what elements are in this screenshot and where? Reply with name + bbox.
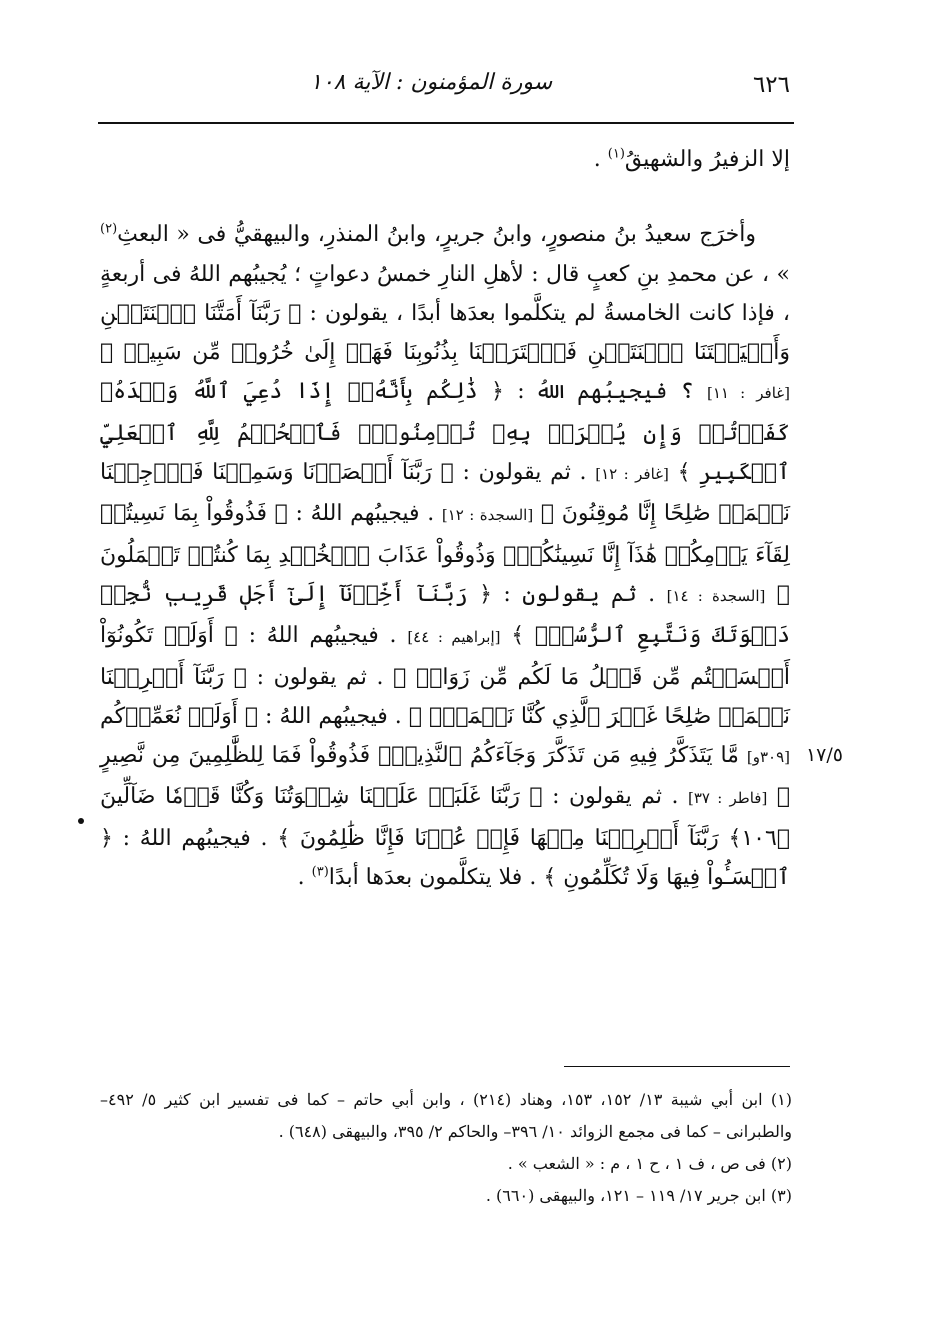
text-run: . فلا يتكلَّمون بعدَها أبدًا bbox=[328, 865, 544, 891]
footnote-marker-2: (٢) bbox=[100, 221, 118, 237]
quran-verse: ﴿ رَبَّنَآ أَمَتَّنَا ٱثۡنَتَيۡنِ وَأَحۡيَيۡتَنَا ٱثۡنَتَيۡنِ فَٱعۡتَرَفۡنَا بِذُنُوبِنَا فَهَلۡ إِلَىٰ خُرُوجٖ مِّن سَبِيلٖ ﴾ bbox=[100, 300, 790, 366]
text-run: . bbox=[297, 865, 312, 891]
quran-verse: ﴿ رَبَّنَا غَلَبَتۡ عَلَيۡنَا شِقۡوَتُنَا وَكُنَّا قَوۡمٗا ضَآلِّينَ ﴿١٠٦﴾ رَبَّنَآ أَخۡرِجۡنَا مِنۡهَا فَإِنۡ عُدۡنَا فَإِنَّا ظَٰلِمُونَ ﴾ bbox=[100, 784, 791, 851]
main-text bbox=[100, 140, 790, 897]
text-run: . ثم يقولون : bbox=[491, 581, 667, 607]
opening-line-text: إلا الزفيرُ والشهيقُ bbox=[624, 147, 790, 172]
quran-verse: ﴿ ذَٰلِكُم بِأَنَّهُۥٓ إِذَا دُعِيَ ٱللَّهُ وَحۡدَهُۥ كَفَرۡتُمۡ وَإِن يُشۡرَكۡ بِهِۦ تُؤۡمِنُواْۚ فَٱلۡحُكۡمُ لِلَّهِ ٱلۡعَلِيِّ ٱلۡكَبِيرِ ﴾ bbox=[100, 379, 790, 486]
footnotes bbox=[100, 1084, 792, 1212]
opening-line-end: . bbox=[593, 147, 601, 172]
verse-reference: [السجدة : ١٢] bbox=[441, 506, 534, 525]
quran-verse: ﴿ رَبَّنَآ أَبۡصَرۡنَا وَسَمِعۡنَا فَٱرۡجِعۡنَا نَعۡمَلۡ صَٰلِحًا إِنَّا مُوقِنُونَ ﴾ bbox=[100, 460, 791, 527]
text-run: . فيجيبُهم اللهُ : bbox=[258, 703, 409, 729]
footnote-2: (٢) فى ص ، ف ١ ، ح ١ ، م : « الشعب » . bbox=[507, 1154, 792, 1173]
verse-reference: [غافر : ١١] bbox=[706, 384, 790, 403]
page-header bbox=[100, 70, 790, 110]
text-run: . ثم يقولون : bbox=[246, 664, 394, 690]
text-run: . فيجيبُهم اللهُ : bbox=[112, 825, 278, 851]
footnote-marker-1: (١) bbox=[607, 146, 625, 162]
text-run: » ، عن محمدِ بنِ كعبٍ قال : لأهلِ النارِ خمسُ دعواتٍ ؛ يُجيبُهم اللهُ فى أربعةٍ ، فإذا كانت الخامسةُ لم يتكلَّموا بعدَها أبدًا ، يقولون : bbox=[100, 261, 790, 326]
margin-volume-page-note: ١٧/٥ bbox=[805, 744, 843, 766]
verse-reference: [السجدة : ١٤] bbox=[666, 586, 766, 605]
quran-verse: ﴿ فَذُوقُواْ بِمَا نَسِيتُمۡ لِقَآءَ يَوۡمِكُمۡ هَٰذَآ إِنَّا نَسِينَٰكُمۡۖ وَذُوقُواْ عَذَابَ ٱلۡخُلۡدِ بِمَا كُنتُمۡ تَعۡمَلُونَ ﴾ bbox=[100, 501, 790, 607]
manuscript-folio-reference: [٣٠٩و] bbox=[746, 748, 790, 767]
text-run: . ثم يقولون : bbox=[453, 460, 596, 486]
quran-verse: ﴿ ٱخۡسَـُٔواْ فِيهَا وَلَا تُكَلِّمُونِ ﴾ bbox=[100, 825, 790, 891]
running-title: سورة المؤمنون : الآية ١٠٨ bbox=[310, 70, 553, 95]
footnote-1: (١) ابن أبي شيبة ١٣/ ١٥٢، ١٥٣، وهناد (٢١٤) ، وابن أبي حاتم – كما فى تفسير ابن كثير ٥/ ٤٩٢– والطبرانى – كما فى مجمع الزوائد ١٠/ ٣٩٦– والحاكم ٢/ ٣٩٥، والبيهقى (٦٤٨) . bbox=[100, 1090, 793, 1141]
footnote-3: (٣) ابن جرير ١٧/ ١١٩ – ١٢١، والبيهقى (٦٦٠) . bbox=[485, 1186, 792, 1205]
verse-reference: [فاطر : ٣٧] bbox=[687, 789, 768, 808]
quran-verse: ﴿ أَوَلَمۡ نُعَمِّرۡكُم bbox=[100, 703, 259, 729]
page-number: ٦٢٦ bbox=[752, 72, 790, 98]
text-run: ؟ فيجيبُهم اللهُ : bbox=[503, 379, 707, 405]
footnote-marker-3: (٣) bbox=[311, 864, 329, 880]
text-run: . فيجيبُهم اللهُ : bbox=[237, 623, 408, 649]
header-rule bbox=[98, 122, 794, 124]
text-run: . فيجيبُهم اللهُ : bbox=[287, 501, 442, 527]
text-run: . ثم يقولون : bbox=[542, 784, 688, 810]
margin-dot bbox=[78, 818, 84, 824]
footnote-separator bbox=[564, 1066, 790, 1067]
quran-verse: ﴿ رَبَّنَآ أَخۡرِجۡنَا نَعۡمَلۡ صَٰلِحًا غَيۡرَ ٱلَّذِي كُنَّا نَعۡمَلُۚ ﴾ bbox=[100, 664, 790, 729]
verse-reference: [إبراهيم : ٤٤] bbox=[407, 628, 501, 647]
text-run: وأخرَج سعيدُ بنُ منصورٍ، وابنُ جريرٍ، وابنُ المنذرِ، والبيهقيُّ فى « البعثِ bbox=[117, 222, 756, 248]
quran-verse: ﴿ أَوَلَمۡ تَكُونُوٓاْ أَقۡسَمۡتُم مِّن قَبۡلُ مَا لَكُم مِّن زَوَالٖ ﴾ bbox=[100, 623, 791, 690]
main-paragraph bbox=[100, 215, 790, 897]
opening-line bbox=[100, 140, 790, 179]
quran-verse: مَّا يَتَذَكَّرُ فِيهِ مَن تَذَكَّرَ وَجَآءَكُمُ ٱلنَّذِيرُۖ فَذُوقُواْ فَمَا لِلظَّٰلِمِينَ مِن نَّصِيرٍ ﴾ bbox=[100, 743, 791, 810]
quran-verse: ﴿ رَبَّنَآ أَخِّرۡنَآ إِلَىٰٓ أَجَلٖ قَرِيبٖ نُّجِبۡ دَعۡوَتَكَ وَنَتَّبِعِ ٱلرُّسُلَۗ ﴾ bbox=[100, 581, 790, 649]
verse-reference: [غافر : ١٢] bbox=[595, 465, 669, 484]
